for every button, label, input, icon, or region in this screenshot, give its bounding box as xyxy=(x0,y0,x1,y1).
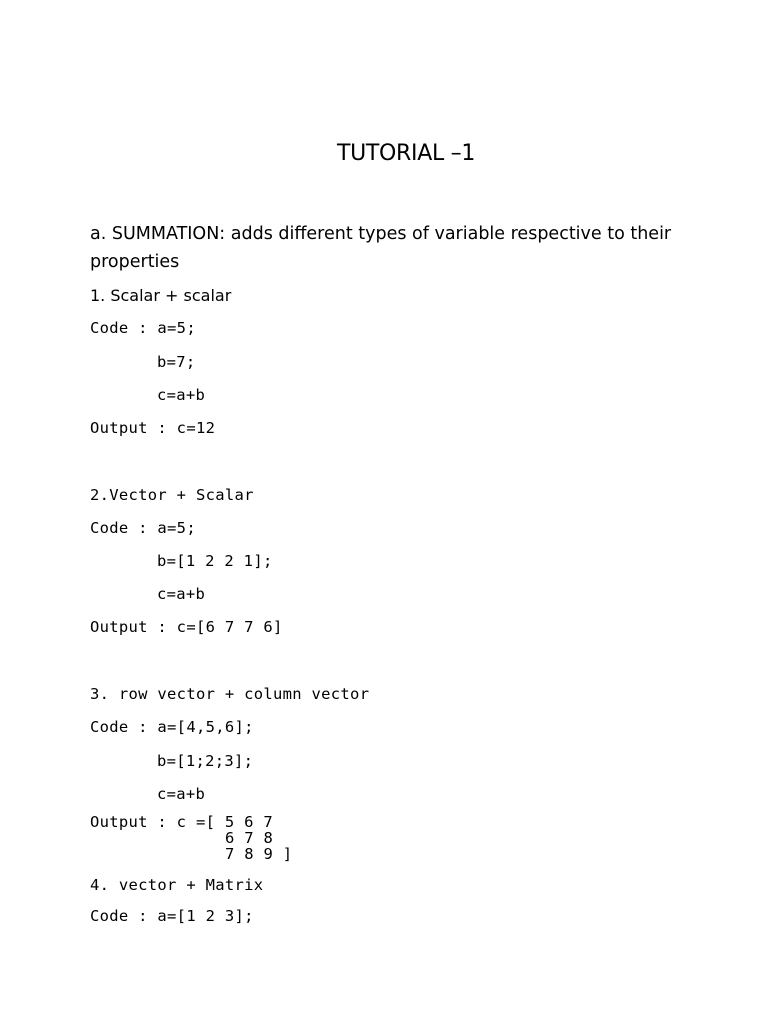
code-line: c=a+b xyxy=(157,585,206,603)
intro-paragraph: a. SUMMATION: adds different types of variable respective to their properties xyxy=(90,224,672,272)
output-line: Output : c=[6 7 7 6] xyxy=(90,618,283,636)
section-heading-2: 2.Vector + Scalar xyxy=(90,486,254,504)
code-line: Code : a=[1 2 3]; xyxy=(90,907,254,925)
code-line: b=7; xyxy=(157,353,196,371)
section-heading-4: 4. vector + Matrix xyxy=(90,876,264,894)
page-title: TUTORIAL –1 xyxy=(336,141,476,166)
code-line: c=a+b xyxy=(157,386,206,404)
code-line: b=[1 2 2 1]; xyxy=(157,552,273,570)
output-matrix-row: 7 8 9 ] xyxy=(225,845,293,863)
output-matrix-row: 6 7 8 xyxy=(225,829,274,847)
section-heading-1: 1. Scalar + scalar xyxy=(90,286,232,305)
code-line: Code : a=5; xyxy=(90,519,196,537)
output-line: Output : c=12 xyxy=(90,419,216,437)
section-heading-3: 3. row vector + column vector xyxy=(90,685,370,703)
code-line: c=a+b xyxy=(157,785,206,803)
output-line: Output : c =[ 5 6 7 xyxy=(90,813,274,831)
code-line: Code : a=[4,5,6]; xyxy=(90,718,254,736)
code-line: b=[1;2;3]; xyxy=(157,752,254,770)
code-line: Code : a=5; xyxy=(90,319,196,337)
